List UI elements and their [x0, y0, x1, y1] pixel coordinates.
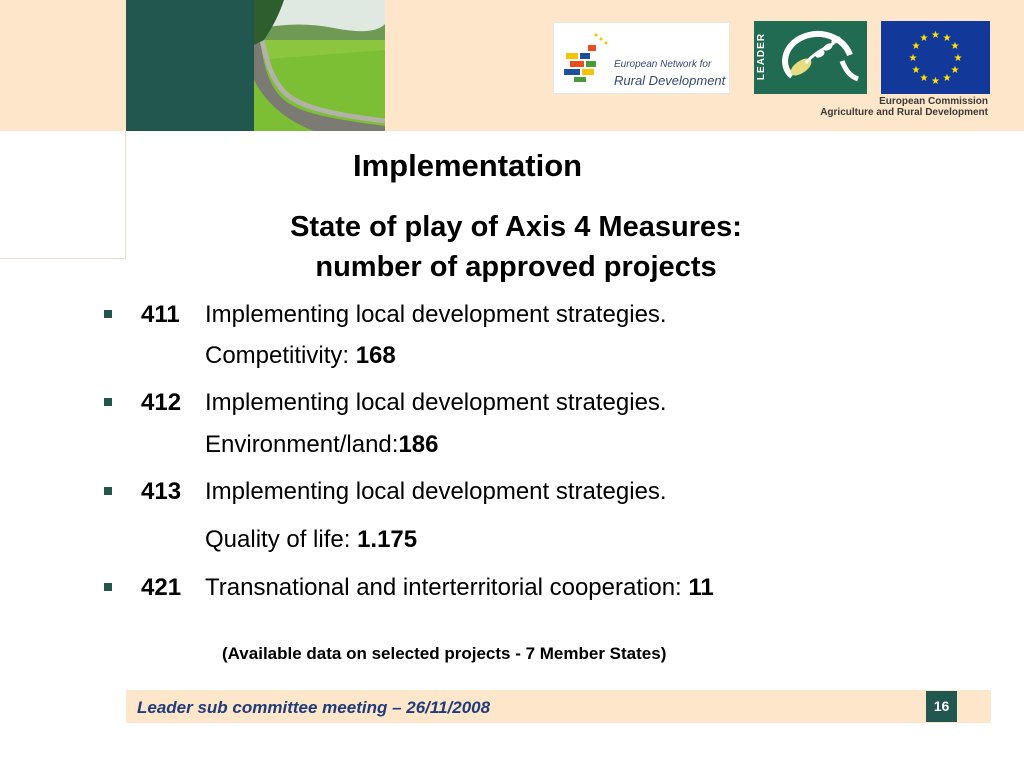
measure-line1: Implementing local development strategies.: [205, 389, 667, 416]
page-number: 16: [926, 691, 957, 722]
measure-label: Quality of life:: [205, 526, 358, 553]
svg-text:★: ★: [931, 30, 940, 41]
svg-text:★: ★: [908, 53, 918, 64]
bullet-icon: [104, 487, 112, 495]
svg-text:★: ★: [919, 33, 929, 44]
slide-title: Implementation: [353, 148, 583, 183]
ec-line2: Agriculture and Rural Development: [820, 107, 988, 118]
leader-logo: [754, 21, 867, 94]
measure-line2: [205, 342, 396, 370]
bullet-icon: [104, 583, 112, 591]
svg-text:★: ★: [950, 41, 960, 52]
measure-label: Environment/land:: [205, 431, 399, 458]
svg-text:★: ★: [911, 41, 921, 52]
slide-subtitle-line1: State of play of Axis 4 Measures:: [290, 211, 742, 243]
left-blank-panel: [0, 131, 126, 259]
slide-subtitle-line2: number of approved projects: [315, 251, 717, 283]
bullet-icon: [104, 310, 112, 318]
header-teal-block: [126, 0, 254, 131]
measure-value: 186: [398, 431, 439, 458]
svg-text:★: ★: [953, 53, 963, 64]
enrd-logo-line2: Rural Development: [614, 73, 726, 88]
measure-line2: [205, 526, 417, 554]
ec-line1: European Commission: [879, 96, 988, 107]
measure-value: 168: [355, 342, 396, 369]
measure-value: 11: [688, 574, 714, 601]
svg-text:★: ★: [931, 76, 940, 87]
measure-code: 412: [141, 389, 182, 416]
svg-text:★: ★: [950, 65, 960, 76]
enrd-logo: [553, 22, 730, 94]
measure-label: Competitivity:: [205, 342, 356, 369]
measure-code: 411: [141, 301, 180, 328]
svg-text:★: ★: [911, 65, 921, 76]
measure-code: 413: [141, 478, 182, 505]
measure-line1: Implementing local development strategies.: [205, 478, 667, 505]
enrd-logo-line1: European Network for: [614, 59, 712, 70]
measure-line1: Implementing local development strategies.: [205, 301, 667, 328]
footer-text: Leader sub committee meeting – 26/11/2008: [137, 698, 491, 717]
svg-text:★: ★: [919, 73, 929, 84]
data-note: (Available data on selected projects - 7 Member States): [222, 644, 667, 663]
bullet-icon: [104, 398, 112, 406]
measure-value: 1.175: [357, 526, 418, 553]
measure-code: 421: [141, 574, 182, 601]
eu-flag: [881, 21, 990, 94]
landscape-photo: [254, 0, 385, 131]
svg-text:★: ★: [942, 33, 952, 44]
leader-logo-word: LEADER: [756, 32, 768, 81]
footer-bar: [126, 690, 991, 723]
svg-text:★: ★: [942, 73, 952, 84]
measure-line2: [205, 431, 439, 459]
measure-line1: [205, 574, 714, 602]
measure-label: Transnational and interterritorial cooperation:: [205, 574, 689, 601]
